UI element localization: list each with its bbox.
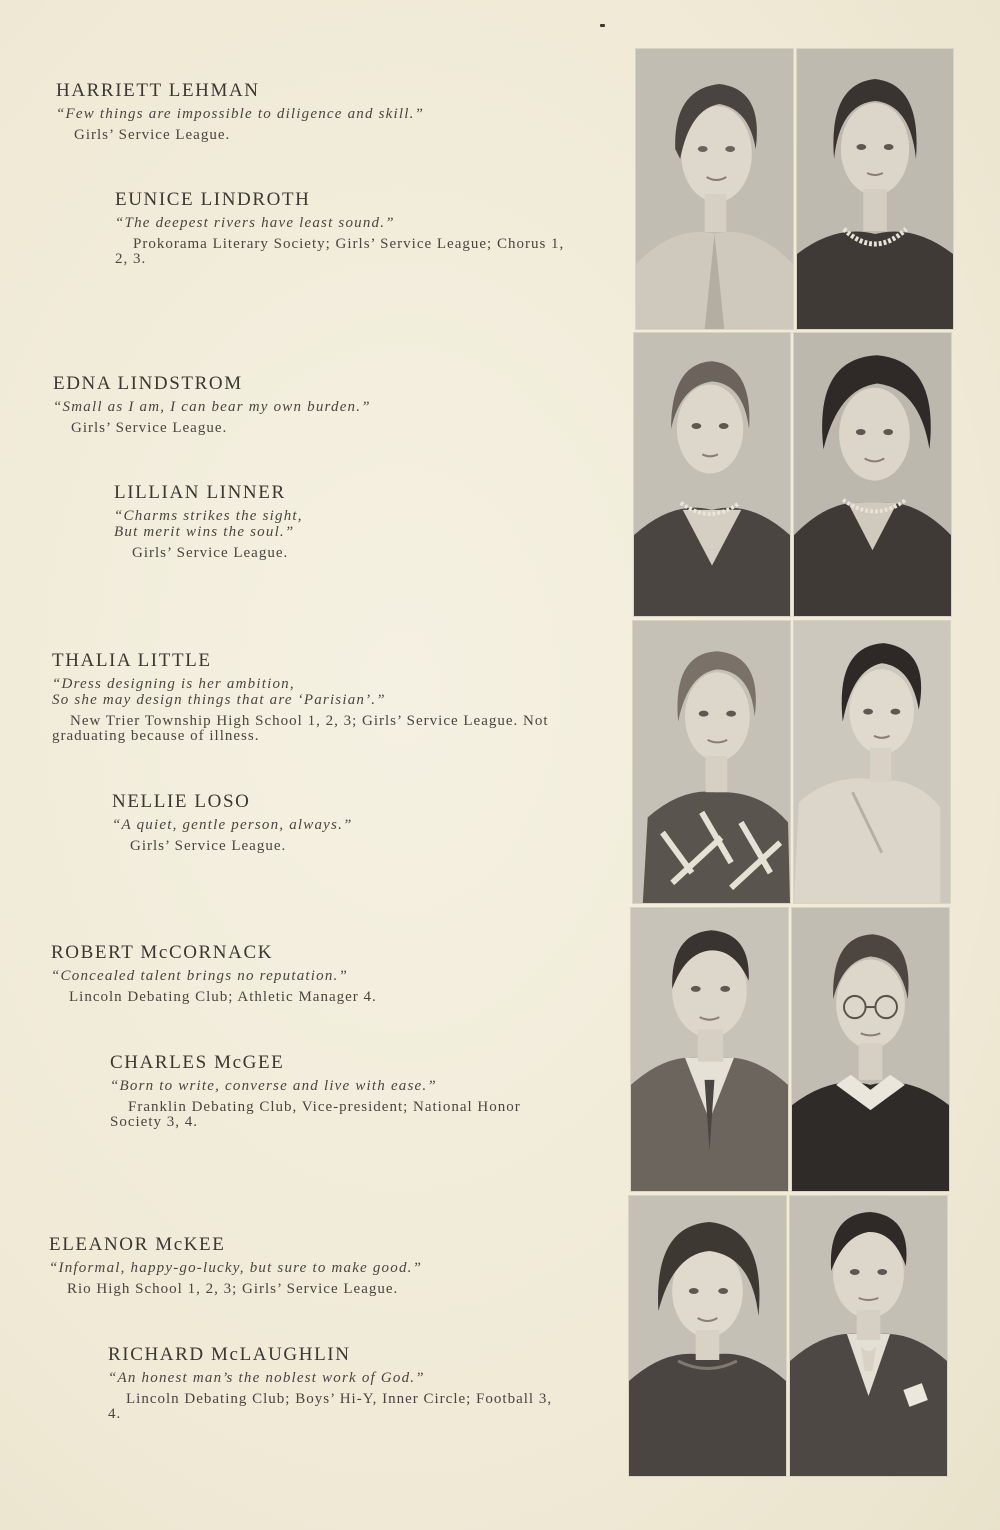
- student-activities: New Trier Township High School 1, 2, 3; Girls’ Service League. Not graduating because of illness.: [52, 713, 549, 744]
- entry-thalia-little: [52, 650, 567, 744]
- student-quote: “Few things are impossible to diligence and skill.”: [56, 106, 425, 122]
- entry-harriett-lehman: [56, 80, 596, 143]
- student-name: THALIA LITTLE: [52, 650, 212, 671]
- student-name: RICHARD McLAUGHLIN: [108, 1344, 351, 1365]
- portrait-photo-eleanor-mckee: [628, 1195, 787, 1477]
- portrait-image: [633, 621, 790, 903]
- page-mark: [600, 24, 605, 27]
- student-quote: “Born to write, converse and live with ease.”: [110, 1078, 437, 1094]
- student-activities: Rio High School 1, 2, 3; Girls’ Service League.: [67, 1281, 399, 1297]
- portrait-photo-eunice-lindroth: [796, 48, 954, 330]
- student-quote: “Small as I am, I can bear my own burden.”: [53, 399, 371, 415]
- student-quote: “An honest man’s the noblest work of God.”: [108, 1370, 425, 1386]
- portrait-image: [629, 1196, 786, 1476]
- student-name: CHARLES McGEE: [110, 1052, 285, 1073]
- student-activities: Girls’ Service League.: [130, 838, 287, 854]
- entry-richard-mclaughlin: [108, 1344, 563, 1422]
- student-name: ELEANOR McKEE: [49, 1234, 226, 1255]
- entry-robert-mccornack: [51, 942, 591, 1005]
- student-name: NELLIE LOSO: [112, 791, 251, 812]
- student-activities: Girls’ Service League.: [132, 545, 289, 561]
- portrait-photo-robert-mccornack: [630, 907, 789, 1192]
- entry-charles-mcgee: [110, 1052, 565, 1130]
- student-quote: “Concealed talent brings no reputation.”: [51, 968, 349, 984]
- student-name: LILLIAN LINNER: [114, 482, 286, 503]
- portrait-image: [634, 333, 790, 616]
- student-activities: Lincoln Debating Club; Boys’ Hi-Y, Inner Circle; Football 3, 4.: [108, 1391, 553, 1422]
- student-name: EUNICE LINDROTH: [115, 189, 311, 210]
- portrait-photo-charles-mcgee: [791, 907, 950, 1192]
- student-activities: Girls’ Service League.: [71, 420, 228, 436]
- portrait-photo-nellie-loso: [793, 620, 951, 904]
- student-quote: “Informal, happy-go-lucky, but sure to make good.”: [49, 1260, 423, 1276]
- student-activities: Lincoln Debating Club; Athletic Manager 4.: [69, 989, 377, 1005]
- entry-edna-lindstrom: [53, 373, 593, 436]
- student-activities: Prokorama Literary Society; Girls’ Service League; Chorus 1, 2, 3.: [115, 236, 565, 267]
- portrait-image: [792, 908, 949, 1191]
- student-quote: “Charms strikes the sight, But merit wins the soul.”: [114, 508, 303, 540]
- portrait-image: [631, 908, 788, 1191]
- student-quote: “Dress designing is her ambition, So she may design things that are ‘Parisian’.”: [52, 676, 386, 708]
- portrait-image: [794, 621, 950, 903]
- portrait-photo-richard-mclaughlin: [789, 1195, 948, 1477]
- entry-nellie-loso: [112, 791, 552, 854]
- portrait-image: [794, 333, 951, 616]
- student-quote: “A quiet, gentle person, always.”: [112, 817, 353, 833]
- portrait-image: [790, 1196, 947, 1476]
- student-name: EDNA LINDSTROM: [53, 373, 243, 394]
- student-quote: “The deepest rivers have least sound.”: [115, 215, 395, 231]
- entry-eleanor-mckee: [49, 1234, 589, 1297]
- student-name: ROBERT McCORNACK: [51, 942, 274, 963]
- portrait-photo-edna-lindstrom: [633, 332, 791, 617]
- student-activities: Girls’ Service League.: [74, 127, 231, 143]
- portrait-image: [636, 49, 793, 329]
- portrait-photo-harriett-lehman: [635, 48, 794, 330]
- student-name: HARRIETT LEHMAN: [56, 80, 260, 101]
- portrait-photo-lillian-linner: [793, 332, 952, 617]
- entry-eunice-lindroth: [115, 189, 570, 267]
- portrait-photo-thalia-little: [632, 620, 791, 904]
- entry-lillian-linner: [114, 482, 554, 561]
- portrait-image: [797, 49, 953, 329]
- student-activities: Franklin Debating Club, Vice-president; National Honor Society 3, 4.: [110, 1099, 521, 1130]
